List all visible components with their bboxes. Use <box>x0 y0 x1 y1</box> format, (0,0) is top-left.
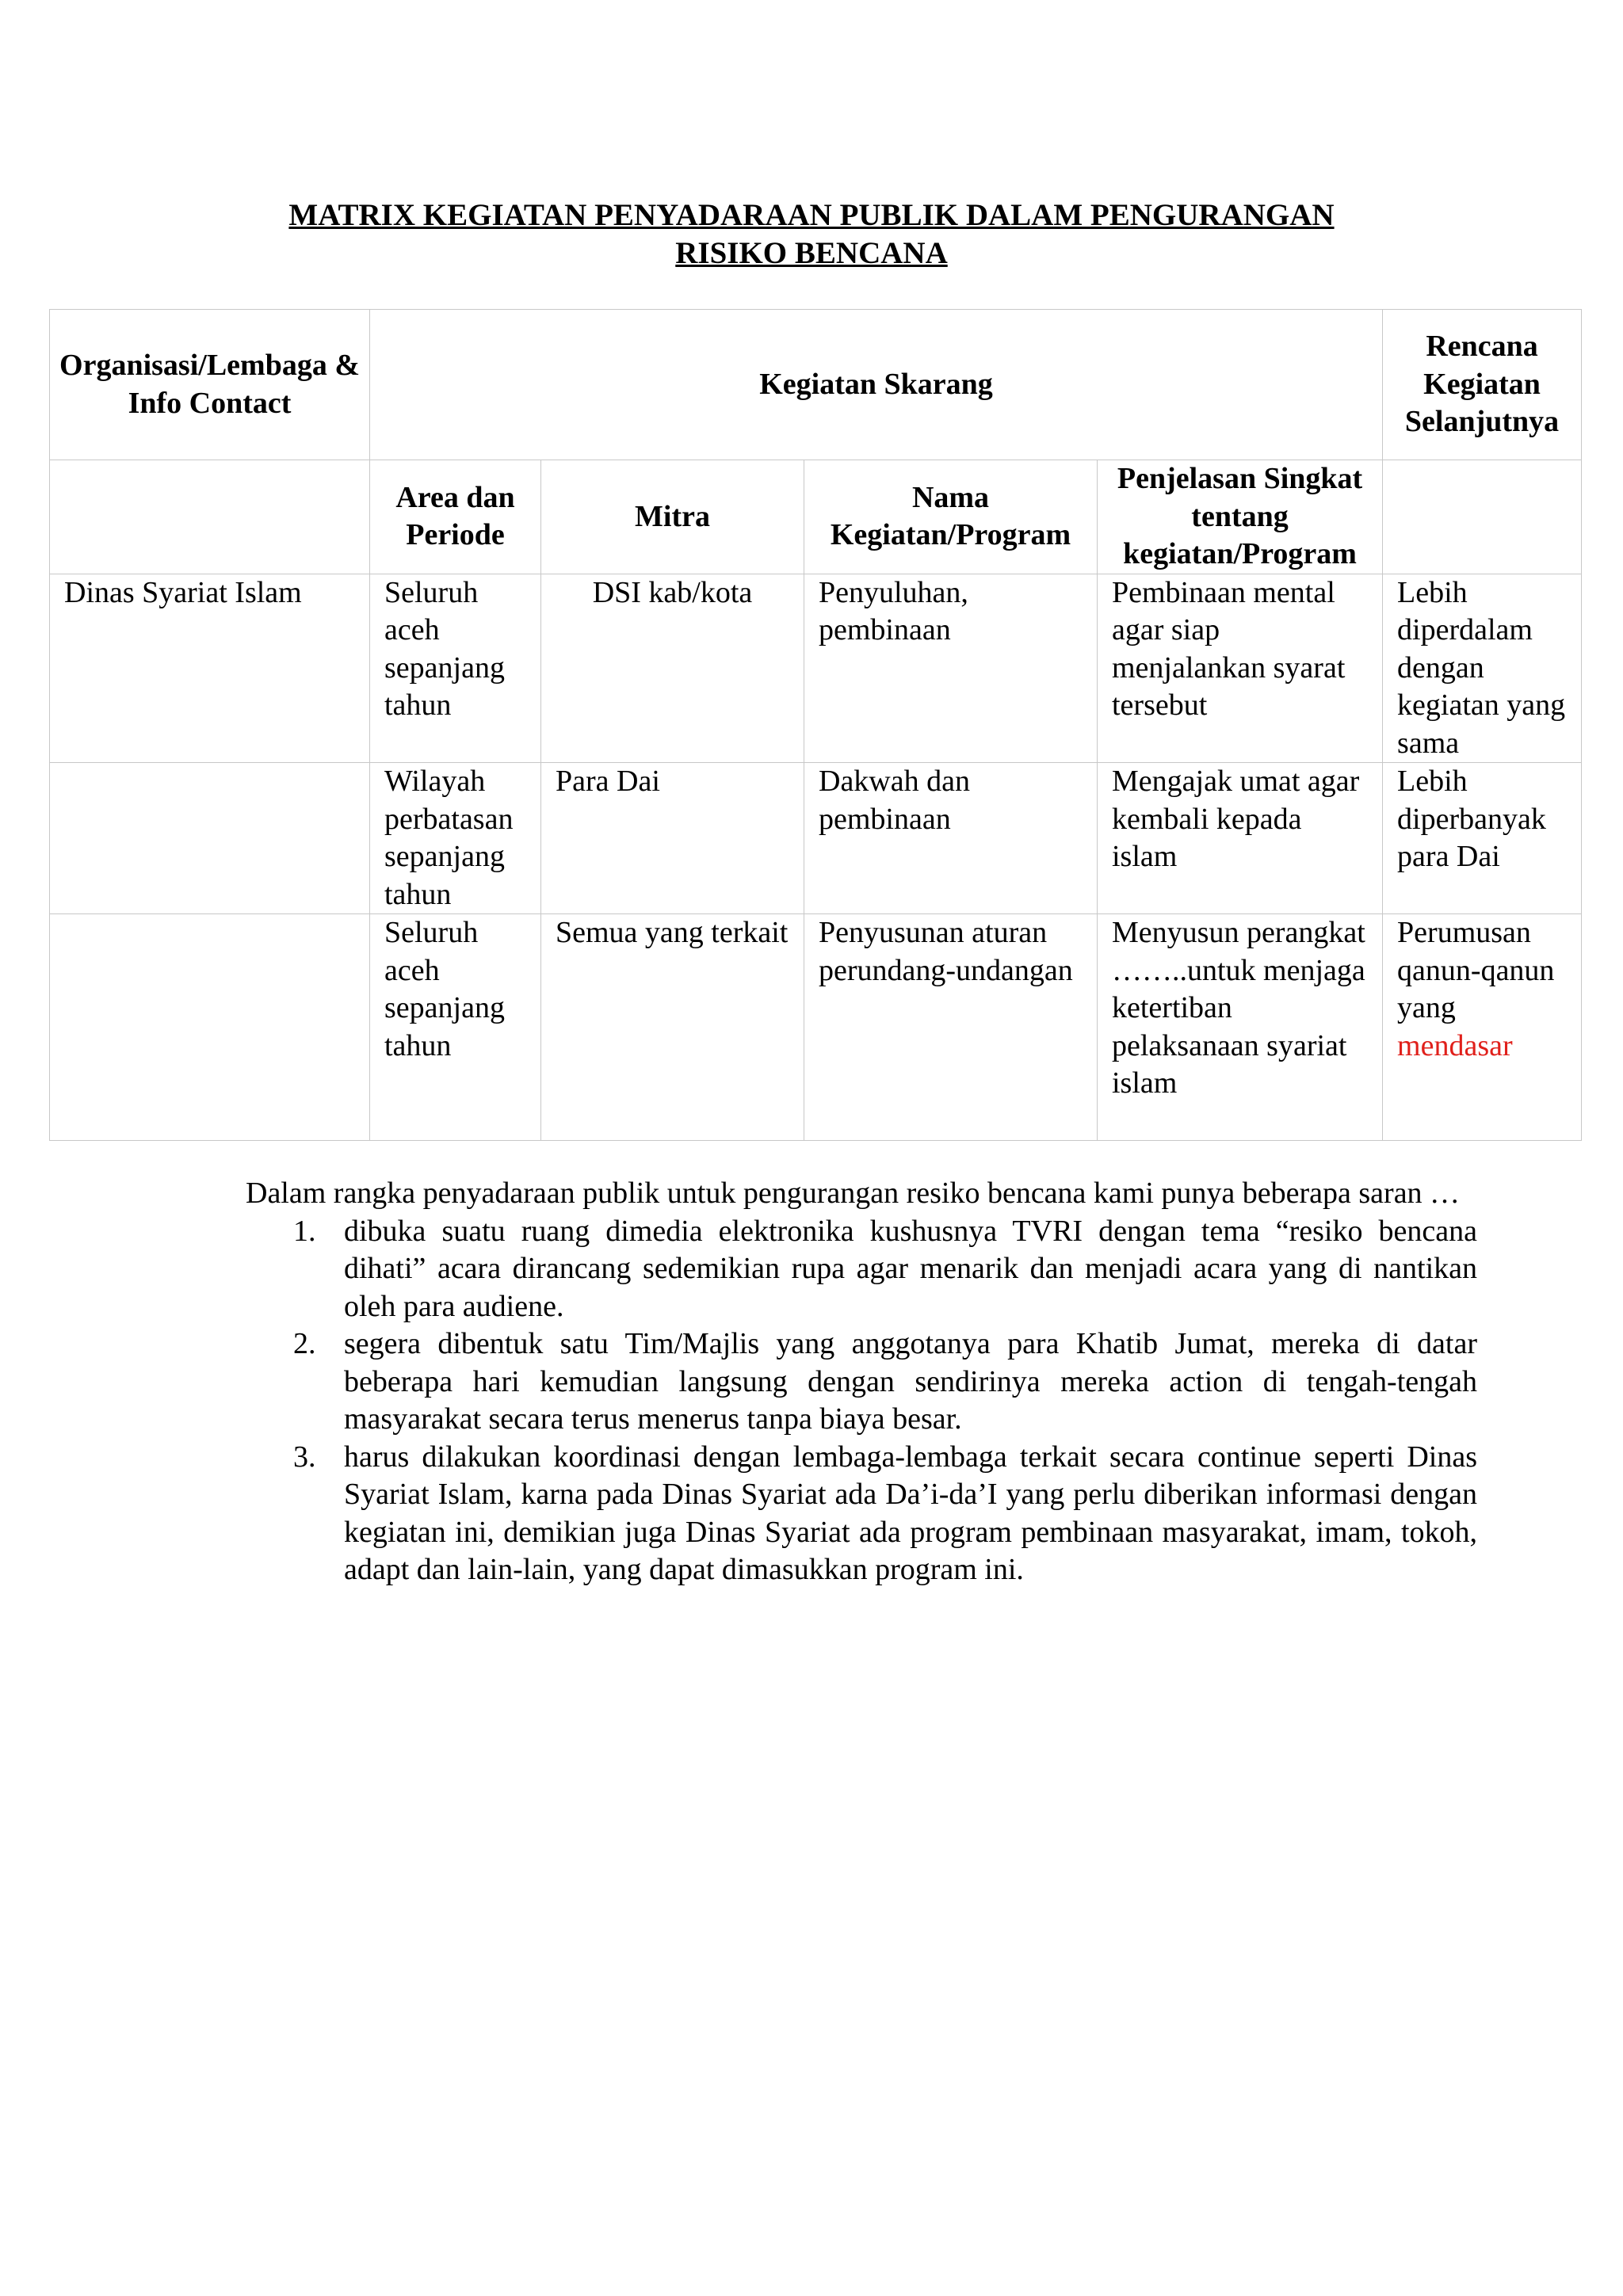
page-title <box>0 196 1623 273</box>
table-row <box>50 763 1582 914</box>
list-item <box>246 1439 1477 1589</box>
activity-matrix-table <box>49 309 1582 1141</box>
header-mitra: Mitra <box>541 460 804 574</box>
header-next-empty <box>1383 460 1582 574</box>
cell-penjelasan: Menyusun perangkat ……..untuk menjaga ketertiban pelaksanaan syariat islam <box>1098 914 1383 1141</box>
header-area: Area dan Periode <box>370 460 541 574</box>
suggestions-intro: Dalam rangka penyadaraan publik untuk pengurangan resiko bencana kami punya beberapa saran … <box>246 1177 1461 1210</box>
list-item-number: 2. <box>293 1327 316 1360</box>
cell-org <box>50 763 370 914</box>
list-item <box>246 1213 1477 1326</box>
list-item-text: dibuka suatu ruang dimedia elektronika kushusnya TVRI dengan tema “resiko bencana dihati” acara dirancang sedemikian rupa agar menarik dan menjadi acara yang di nantikan oleh para audiene. <box>344 1214 1477 1323</box>
title-line-1: MATRIX KEGIATAN PENYADARAAN PUBLIK DALAM PENGURANGAN <box>288 198 1335 232</box>
cell-next: Lebih diperbanyak para Dai <box>1383 763 1582 914</box>
cell-next <box>1383 914 1582 1141</box>
cell-mitra: Semua yang terkait <box>541 914 804 1141</box>
list-item-text: harus dilakukan koordinasi dengan lembaga-lembaga terkait secara continue seperti Dinas Syariat Islam, karna pada Dinas Syariat ada Da’i-da’I yang perlu diberikan informasi dengan kegiatan ini, demikian juga Dinas Syariat ada program pembinaan masyarakat, imam, tokoh, adapt dan lain-lain, yang dapat dimasukkan program ini. <box>344 1440 1477 1586</box>
cell-area: Seluruh aceh sepanjang tahun <box>370 914 541 1141</box>
cell-area: Wilayah perbatasan sepanjang tahun <box>370 763 541 914</box>
header-penjelasan: Penjelasan Singkat tentang kegiatan/Program <box>1098 460 1383 574</box>
cell-mitra: Para Dai <box>541 763 804 914</box>
title-line-2: RISIKO BENCANA <box>675 236 948 270</box>
cell-penjelasan: Mengajak umat agar kembali kepada islam <box>1098 763 1383 914</box>
header-next-plan: Rencana Kegiatan Selanjutnya <box>1383 310 1582 460</box>
list-item <box>246 1325 1477 1439</box>
header-row-sub <box>50 460 1582 574</box>
cell-next: Lebih diperdalam dengan kegiatan yang sama <box>1383 574 1582 763</box>
cell-nama: Penyuluhan, pembinaan <box>804 574 1098 763</box>
list-item-number: 3. <box>293 1440 316 1474</box>
header-row-top <box>50 310 1582 460</box>
list-item-text: segera dibentuk satu Tim/Majlis yang anggotanya para Khatib Jumat, mereka di datar beberapa hari kemudian langsung dengan sendirinya mereka action di tengah-tengah masyarakat secara terus menerus tanpa biaya besar. <box>344 1327 1477 1436</box>
header-nama: Nama Kegiatan/Program <box>804 460 1098 574</box>
suggestions-list <box>246 1213 1477 1589</box>
header-current-activity: Kegiatan Skarang <box>370 310 1383 460</box>
cell-next-text: Perumusan qanun-qanun yang <box>1397 916 1555 1024</box>
cell-penjelasan: Pembinaan mental agar siap menjalankan syarat tersebut <box>1098 574 1383 763</box>
cell-nama: Penyusunan aturan perundang-undangan <box>804 914 1098 1141</box>
cell-org: Dinas Syariat Islam <box>50 574 370 763</box>
cell-next-highlight: mendasar <box>1397 1028 1513 1062</box>
cell-mitra: DSI kab/kota <box>541 574 804 763</box>
header-org-empty <box>50 460 370 574</box>
header-org: Organisasi/Lembaga & Info Contact <box>50 310 370 460</box>
cell-area: Seluruh aceh sepanjang tahun <box>370 574 541 763</box>
cell-nama: Dakwah dan pembinaan <box>804 763 1098 914</box>
table-row <box>50 914 1582 1141</box>
suggestions-section <box>246 1175 1477 1589</box>
cell-org <box>50 914 370 1141</box>
list-item-number: 1. <box>293 1214 316 1248</box>
table-row <box>50 574 1582 763</box>
